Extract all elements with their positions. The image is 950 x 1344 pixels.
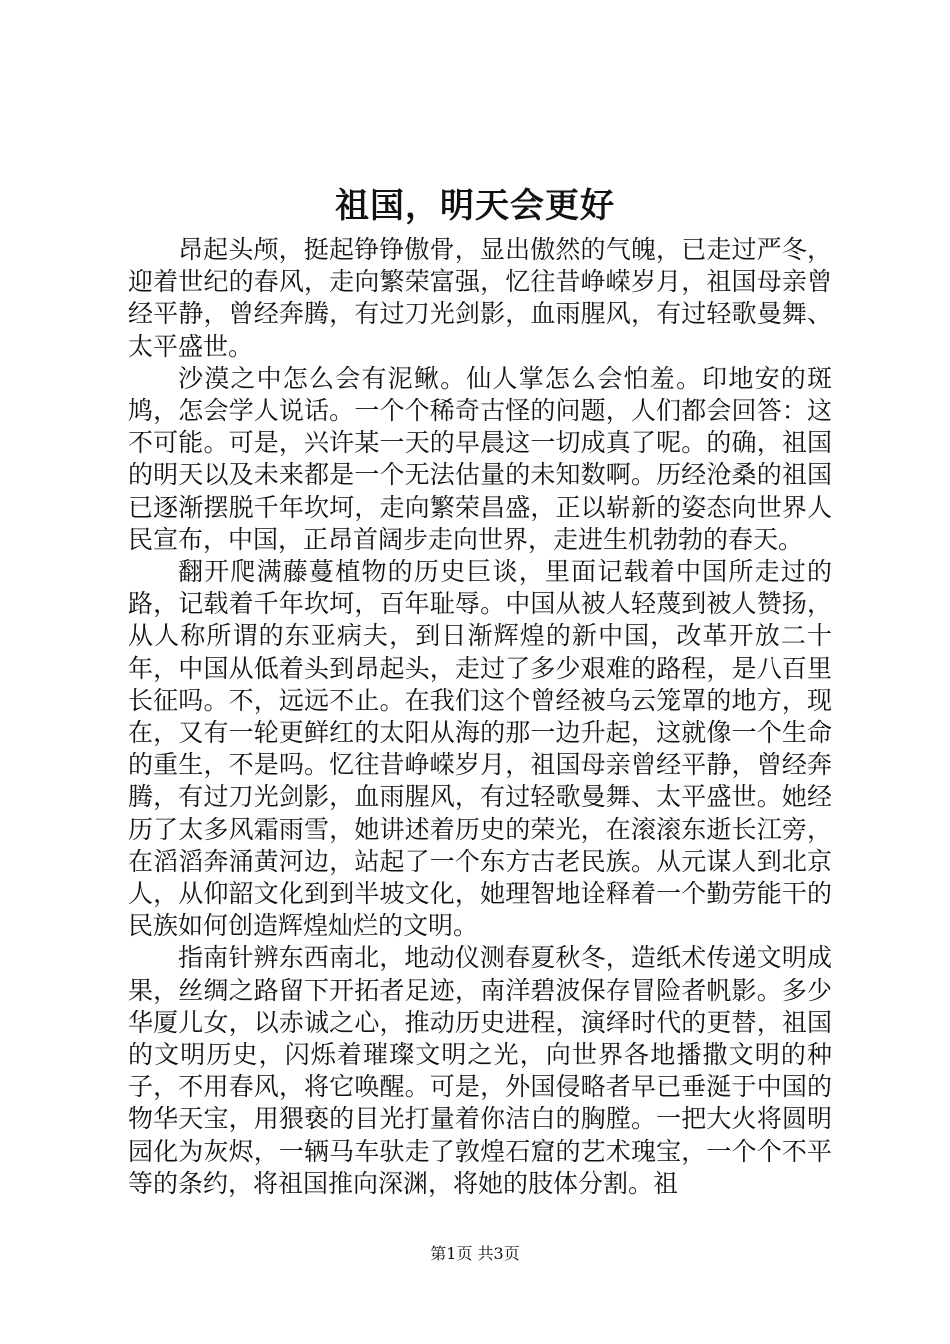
document-body bbox=[128, 234, 832, 1200]
paragraph-2: 沙漠之中怎么会有泥鳅。仙人掌怎么会怕羞。印地安的斑鸠，怎会学人说话。一个个稀奇古怪的问题，人们都会回答：这不可能。可是，兴许某一天的早晨这一切成真了呢。的确，祖国的明天以及未来都是一个无法估量的未知数啊。历经沧桑的祖国已逐渐摆脱千年坎坷，走向繁荣昌盛，正以崭新的姿态向世界人民宣布，中国，正昂首阔步走向世界，走进生机勃勃的春天。 bbox=[128, 363, 832, 554]
paragraph-1: 昂起头颅，挺起铮铮傲骨，显出傲然的气魄，已走过严冬，迎着世纪的春风，走向繁荣富强，忆往昔峥嵘岁月，祖国母亲曾经平静，曾经奔腾，有过刀光剑影，血雨腥风，有过轻歌曼舞、太平盛世。 bbox=[128, 235, 832, 361]
document-title: 祖国，明天会更好 bbox=[335, 186, 615, 226]
paragraph-3: 翻开爬满藤蔓植物的历史巨谈，里面记载着中国所走过的路，记载着千年坎坷，百年耻辱。中国从被人轻蔑到被人赞扬，从人称所谓的东亚病夫，到日渐辉煌的新中国，改革开放二十年，中国从低着头到昂起头，走过了多少艰难的路程，是八百里长征吗。不，远远不止。在我们这个曾经被乌云笼罩的地方，现在，又有一轮更鲜红的太阳从海的那一边升起，这就像一个生命的重生，不是吗。忆往昔峥嵘岁月，祖国母亲曾经平静，曾经奔腾，有过刀光剑影，血雨腥风，有过轻歌曼舞、太平盛世。她经历了太多风霜雨雪，她讲述着历史的荣光，在滚滚东逝长江旁，在滔滔奔涌黄河边，站起了一个东方古老民族。从元谋人到北京人，从仰韶文化到到半坡文化，她理智地诠释着一个勤劳能干的民族如何创造辉煌灿烂的文明。 bbox=[128, 557, 832, 941]
paragraph-4: 指南针辨东西南北，地动仪测春夏秋冬，造纸术传递文明成果，丝绸之路留下开拓者足迹，南洋碧波保存冒险者帆影。多少华厦儿女，以赤诚之心，推动历史进程，演绎时代的更替，祖国的文明历史，闪烁着璀璨文明之光，向世界各地播撒文明的种子，不用春风，将它唤醒。可是，外国侵略者早已垂涎于中国的物华天宝，用猥亵的目光打量着你洁白的胸膛。一把大火将圆明园化为灰烬，一辆马车驮走了敦煌石窟的艺术瑰宝，一个个不平等的条约，将祖国推向深渊，将她的肢体分割。祖 bbox=[128, 943, 832, 1198]
page-number-footer: 第1页 共3页 bbox=[430, 1244, 520, 1263]
